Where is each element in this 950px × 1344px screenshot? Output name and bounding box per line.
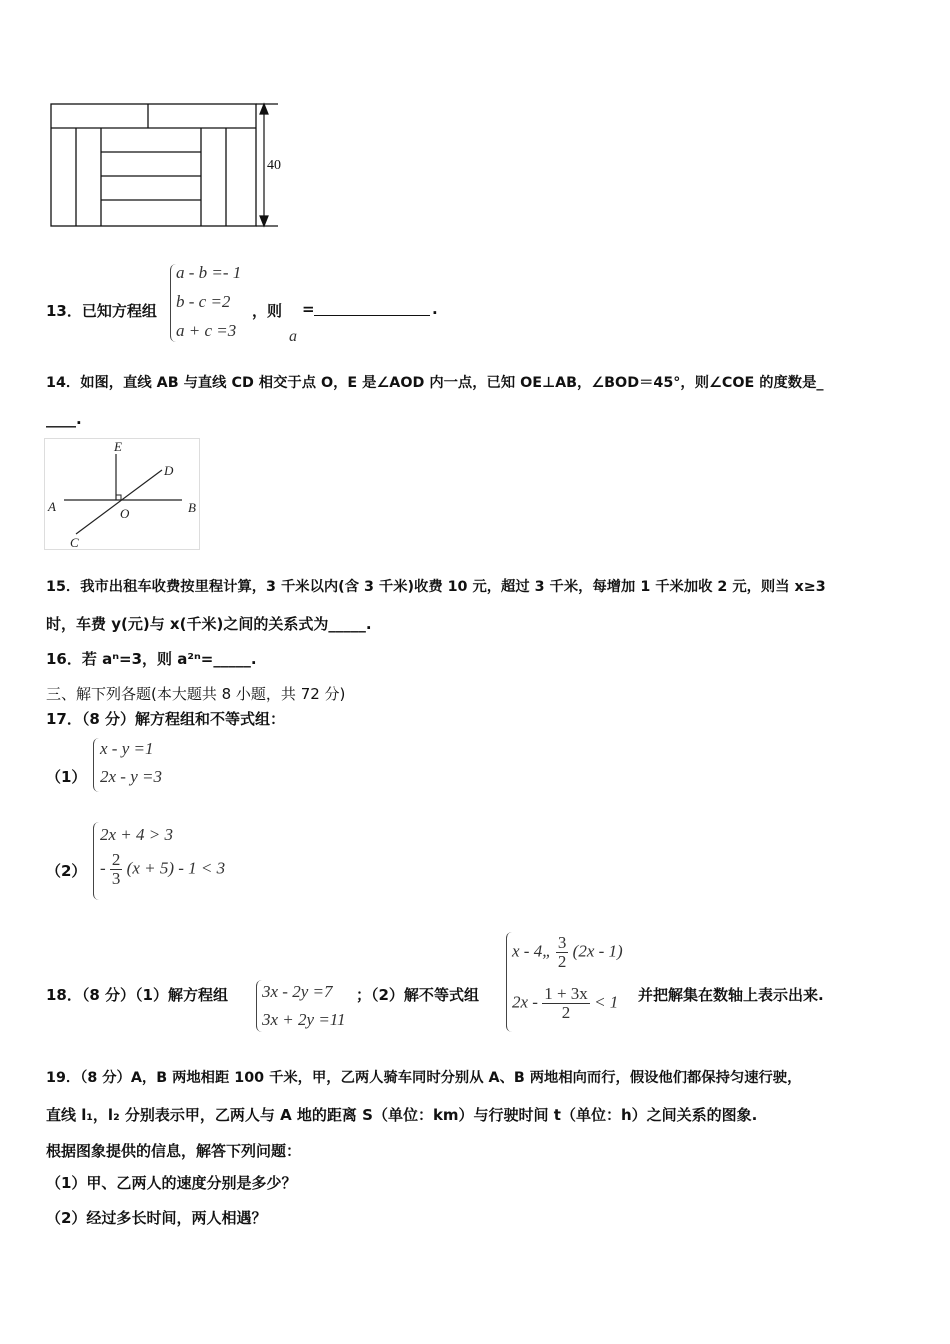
q19-line4: （1）甲、乙两人的速度分别是多少？ <box>46 1174 297 1192</box>
rectangle-pattern-figure <box>46 100 286 232</box>
q18-i-eq1 <box>512 934 623 971</box>
q18-tail: 并把解集在数轴上表示出来. <box>638 986 824 1004</box>
q18-i-frac2-num: 1 + 3x <box>544 984 588 1003</box>
q17-p2-eq2-tail: (x + 5) - 1 < 3 <box>126 858 226 878</box>
q16-text: 16．若 aⁿ=3，则 a²ⁿ=_____. <box>46 650 257 668</box>
q17-title: 17．（8 分）解方程组和不等式组： <box>46 710 286 728</box>
q18-i-fraction2 <box>542 985 590 1022</box>
q18-i-frac1-num: 3 <box>557 933 567 952</box>
q13-then: ，则 <box>252 302 283 320</box>
q13-equals: = <box>302 300 315 318</box>
label-d: D <box>164 463 174 478</box>
q17-p2-frac-num: 2 <box>111 850 121 869</box>
q17-p2-eq2-lead: - <box>100 858 106 878</box>
q18-s-eq2: 3x + 2y =11 <box>262 1010 346 1029</box>
q18-i-frac2-den: 2 <box>561 1002 571 1022</box>
line-cd <box>76 470 162 534</box>
q18-lead: 18．（8 分）（1）解方程组 <box>46 986 228 1004</box>
label-a: A <box>48 499 56 514</box>
section-3-title: 三、解下列各题(本大题共 8 小题，共 72 分) <box>46 685 346 703</box>
q17-p2-frac-den: 3 <box>111 868 121 888</box>
q18-i-eq2-tail: < 1 <box>594 992 619 1012</box>
right-angle-mark <box>116 495 121 500</box>
q17-p2-eq2 <box>100 851 225 888</box>
q19-line2: 直线 l₁，l₂ 分别表示甲，乙两人与 A 地的距离 S（单位：km）与行驶时间 t（单位：h）之间关系的图象. <box>46 1106 758 1124</box>
q17-part2-label: （2） <box>46 862 87 880</box>
q13-eq1: a - b =- 1 <box>176 263 242 282</box>
label-e: E <box>114 439 122 454</box>
q19-line1: 19．（8 分）A，B 两地相距 100 千米，甲，乙两人骑车同时分别从 A、B 两地相向而行，假设他们都保持匀速行驶， <box>46 1070 802 1086</box>
q17-p1-eq2: 2x - y =3 <box>100 767 162 786</box>
q18-s-eq1: 3x - 2y =7 <box>262 982 333 1001</box>
q18-i-eq1-tail: (2x - 1) <box>572 941 623 961</box>
q14-line1: 14．如图，直线 AB 与直线 CD 相交于点 O，E 是∠AOD 内一点，已知 OE⊥AB，∠BOD＝45°，则∠COE 的度数是_ <box>46 375 824 391</box>
q18-i-eq2 <box>512 985 618 1022</box>
dimension-label: 40 <box>267 158 281 173</box>
label-o: O <box>120 506 130 521</box>
q15-line1: 15．我市出租车收费按里程计算，3 千米以内(含 3 千米)收费 10 元，超过 3 千米，每增加 1 千米加收 2 元，则当 x≥3 <box>46 579 826 595</box>
q13-eq2: b - c =2 <box>176 292 231 311</box>
q17-p2-fraction <box>110 851 123 888</box>
q14-line2: ____. <box>46 410 82 428</box>
q13-eq3: a + c =3 <box>176 321 237 340</box>
label-c: C <box>70 535 79 550</box>
q18-i-eq2-lead: 2x - <box>512 992 538 1012</box>
q18-sep: ；（2）解不等式组 <box>356 986 479 1004</box>
q18-i-frac1-den: 2 <box>557 951 567 971</box>
q17-p1-eq1: x - y =1 <box>100 739 154 758</box>
q19-line3: 根据图象提供的信息，解答下列问题： <box>46 1142 302 1160</box>
intersecting-lines-figure <box>44 438 200 550</box>
q18-i-fraction1 <box>556 934 569 971</box>
q13-end: . <box>432 300 438 318</box>
label-b: B <box>188 500 196 515</box>
q13-prefix: 13．已知方程组 <box>46 302 157 320</box>
q15-line2: 时，车费 y(元)与 x(千米)之间的关系式为_____. <box>46 615 372 633</box>
q19-line5: （2）经过多长时间，两人相遇？ <box>46 1209 267 1227</box>
q17-part1-label: （1） <box>46 768 87 786</box>
q17-part1-brace <box>93 738 100 792</box>
q13-answer-blank[interactable] <box>314 300 430 316</box>
q13-sub-var: a <box>289 328 297 345</box>
q18-i-eq1-lead: x - 4„ <box>512 941 552 961</box>
q17-part2-brace <box>93 822 100 900</box>
q17-p2-eq1: 2x + 4 > 3 <box>100 825 173 844</box>
